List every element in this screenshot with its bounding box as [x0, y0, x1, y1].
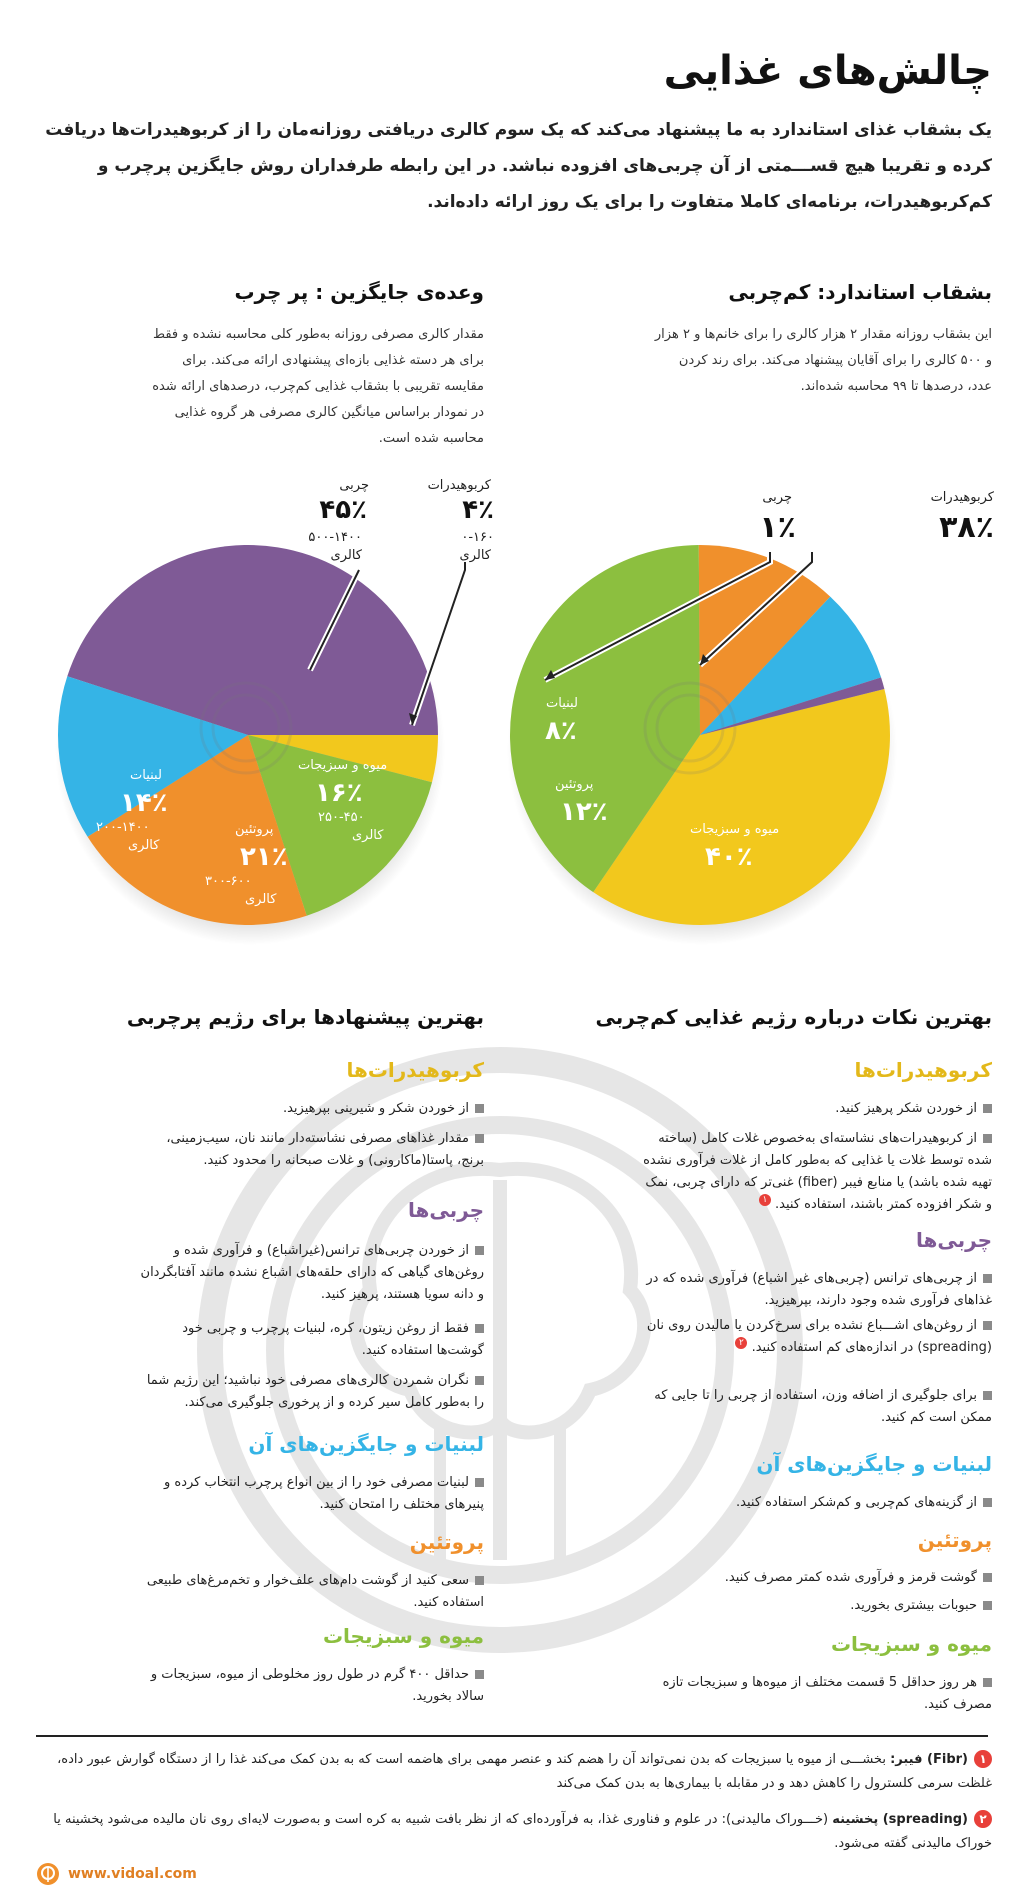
high-dairy-item: لبنیات مصرفی خود را از بین انواع پرچرب انتخاب کرده و پنیرهای مختلف را امتحان کنید.: [163, 1475, 484, 1512]
website-link[interactable]: www.vidoal.com: [68, 1866, 197, 1882]
std-dairy-pct: ۸٪: [545, 716, 577, 746]
brain-logo-icon: [36, 1862, 60, 1886]
high-fat-title: چربی‌ها: [408, 1198, 484, 1222]
low-fat-item: از چربی‌های ترانس (چربی‌های غیر اشباع) فرآوری شده که در غذاهای فرآوری شده وجود دارند، بپرهیزید.: [646, 1271, 992, 1308]
high-protein-item: سعی کنید از گوشت دام‌های علف‌خوار و تخم‌مرغ‌های طبیعی استفاده کنید.: [146, 1573, 484, 1610]
tips-high-heading: بهترین پیشنهادها برای رژیم پرچربی: [126, 1005, 484, 1029]
bullet-icon: [983, 1274, 992, 1283]
alt-protein-pct: ۲۱٪: [240, 842, 288, 872]
bullet-icon: [983, 1601, 992, 1610]
bullet-icon: [475, 1670, 484, 1679]
low-protein-title: پروتئین: [917, 1528, 992, 1552]
low-dairy-title: لبنیات و جایگزین‌های آن: [756, 1452, 992, 1476]
high-carb-item: مقدار غذاهای مصرفی نشاسته‌دار مانند نان، سیب‌زمینی، برنج، پاستا(ماکارونی) و غلات صبحانه را محدود کنید.: [166, 1131, 484, 1168]
bullet-icon: [983, 1104, 992, 1113]
bullet-icon: [983, 1134, 992, 1143]
footnote-number: ۲: [974, 1810, 992, 1828]
high-veg-title: میوه و سبزیجات: [322, 1624, 484, 1648]
tips-low-heading: بهترین نکات درباره رژیم غذایی کم‌چربی: [595, 1005, 992, 1029]
alt-carb-range: ۰-۱۶۰: [461, 530, 494, 545]
alt-dairy-range: ۲۰۰-۱۴۰۰: [96, 820, 150, 835]
std-carb-label: کربوهیدرات: [930, 490, 994, 505]
bullet-icon: [475, 1478, 484, 1487]
bullet-icon: [475, 1134, 484, 1143]
alt-dairy-label: لبنیات: [130, 768, 162, 783]
high-veg-item: حداقل ۴۰۰ گرم در طول روز مخلوطی از میوه، سبزیجات و سالاد بخورید.: [150, 1667, 484, 1704]
footnote-marker: ۲: [735, 1337, 747, 1349]
std-protein-pct: ۱۲٪: [560, 797, 608, 827]
footnote-divider: [36, 1735, 988, 1737]
footnote-marker: ۱: [759, 1194, 771, 1206]
low-dairy-item: از گزینه‌های کم‌چربی و کم‌شکر استفاده کنید.: [642, 1492, 992, 1514]
alt-dairy-pct: ۱۴٪: [120, 788, 168, 818]
alt-carb-pct: ۴٪: [462, 495, 494, 525]
std-fat-label: چربی: [762, 490, 792, 505]
high-fat-item: نگران شمردن کالری‌های مصرفی خود نباشید؛ این رژیم شما را به‌طور کامل سیر کرده و از پرخوری جلوگیری می‌کند.: [146, 1373, 484, 1410]
bullet-icon: [475, 1576, 484, 1585]
alt-dairy-cal: کالری: [128, 838, 160, 853]
low-fat-item: از روغن‌های اشـــباع نشده برای سرخ‌کردن یا مالیدن روی نان (spreading) در اندازه‌های کم استفاده کنید. ۲: [646, 1318, 992, 1355]
low-veg-title: میوه و سبزیجات: [830, 1632, 992, 1656]
alt-fat-pct: ۴۵٪: [319, 495, 367, 525]
high-fat-item: فقط از روغن زیتون، کره، لبنیات پرچرب و چربی خود گوشت‌ها استفاده کنید.: [182, 1321, 484, 1358]
alt-veg-cal: کالری: [352, 828, 384, 843]
std-dairy-label: لبنیات: [546, 696, 578, 711]
low-fat-title: چربی‌ها: [916, 1228, 992, 1252]
bullet-icon: [983, 1573, 992, 1582]
bullet-icon: [475, 1324, 484, 1333]
high-fat-item: از خوردن چربی‌های ترانس(غیراشباع) و فرآوری شده و روغن‌های گیاهی که دارای حلقه‌های اشباع نشده مانند آفتابگردان و دانه سویا هستند، پرهیز کنید.: [140, 1243, 484, 1302]
alt-carb-cal: کالری: [459, 548, 491, 563]
alt-fat-label: چربی: [339, 478, 369, 493]
std-protein-label: پروتئین: [555, 777, 594, 792]
intro-text: یک بشقاب غذای استاندارد به ما پیشنهاد می‌کند که یک سوم کالری دریافتی روزانه‌مان را از کربوهیدرات‌ها دریافت کرده و تقریبا هیچ قســـمتی از آن چربی‌های افزوده نباشد. در این رابطه طرفداران روش جایگزین پرچرب و کم‌کربوهیدرات، برنامه‌ای کاملا متفاوت را برای یک روز ارائه داده‌اند.: [45, 120, 992, 212]
alt-fat-range: ۵۰۰-۱۴۰۰: [308, 530, 362, 545]
alt-veg-range: ۲۵۰-۴۵۰: [318, 810, 365, 825]
footnote-number: ۱: [974, 1750, 992, 1768]
low-protein-item: حبوبات بیشتری بخورید.: [642, 1595, 992, 1617]
bullet-icon: [475, 1376, 484, 1385]
high-protein-title: پروتئین: [409, 1530, 484, 1554]
alt-fat-cal: کالری: [330, 548, 362, 563]
footnote-fiber: ۱(Fibr) فیبر: بخشـــی از میوه یا سبزیجات که بدن نمی‌تواند آن را هضم کند و عنصر مهمی برای هاضمه است که به بدن کمک می‌کند غذا را از دستگاه گوارش عبور داده، غلظت سرمی کلسترول را کاهش دهد و در مقابله با بیماری‌ها به بدن کمک می‌کند: [57, 1752, 992, 1791]
alternative-heading: وعده‌ی جایگزین : پر چرب: [234, 280, 484, 304]
footer-brand[interactable]: [36, 1862, 197, 1886]
alternative-desc: مقدار کالری مصرفی روزانه به‌طور کلی محاسبه نشده و فقط برای هر دسته غذایی بازه‌ای پیشنهادی ارائه می‌کند. برای مقایسه تقریبی با بشقاب غذایی کم‌چرب، درصدهای ارائه شده در نمودار براساس میانگین کالری مصرفی هر گروه غذایی محاسبه شده است.: [152, 327, 484, 446]
plates-chart: [0, 470, 1024, 970]
alt-carb-label: کربوهیدرات: [427, 478, 491, 493]
high-dairy-title: لبنیات و جایگزین‌های آن: [248, 1432, 484, 1456]
std-fat-pct: ۱٪: [759, 510, 796, 545]
std-veg-label: میوه و سبزیجات: [690, 822, 780, 837]
high-carb-item: از خوردن شکر و شیرینی بپرهیزید.: [139, 1098, 484, 1120]
bullet-icon: [983, 1391, 992, 1400]
bullet-icon: [983, 1321, 992, 1330]
bullet-icon: [475, 1246, 484, 1255]
footnote-spreading: ۲(spreading) پخشینه (خـــوراک مالیدنی): در علوم و فناوری غذا، به فرآورده‌ای که از نظر بافت شبیه به کره است و به‌صورت لایه‌ای روی نان مالیده می‌شود پخشینه یا خوراک مالیدنی گفته می‌شود.: [53, 1812, 992, 1851]
standard-heading: بشقاب استاندارد: کم‌چربی: [728, 280, 992, 304]
alt-protein-cal: کالری: [245, 892, 277, 907]
bullet-icon: [983, 1678, 992, 1687]
high-carb-title: کربوهیدرات‌ها: [346, 1058, 484, 1082]
bullet-icon: [983, 1498, 992, 1507]
bullet-icon: [475, 1104, 484, 1113]
standard-desc: این بشقاب روزانه مقدار ۲ هزار کالری را برای خانم‌ها و ۲ هزار و ۵۰۰ کالری را برای آقایان پیشنهاد می‌کند. برای رند کردن عدد، درصدها تا ۹۹ محاسبه شده‌اند.: [654, 327, 992, 394]
std-veg-pct: ۴۰٪: [705, 842, 753, 872]
alt-veg-pct: ۱۶٪: [315, 778, 363, 808]
low-carb-item: از کربوهیدرات‌های نشاسته‌ای به‌خصوص غلات کامل (ساخته شده توسط غلات یا غذایی که به‌طور کامل از غلات فرآوری نشده تهیه شده باشد) یا منابع فیبر (fiber) غنی‌تر که دارای چربی، نمک و شکر افزوده کمتر باشند، استفاده کنید. ۱: [643, 1131, 992, 1212]
alt-veg-label: میوه و سبزیجات: [298, 758, 388, 773]
alt-protein-label: پروتئین: [235, 822, 274, 837]
std-carb-pct: ۳۸٪: [939, 510, 994, 545]
low-carb-item: از خوردن شکر پرهیز کنید.: [642, 1098, 992, 1120]
low-protein-item: گوشت قرمز و فرآوری شده کمتر مصرف کنید.: [642, 1567, 992, 1589]
low-veg-item: هر روز حداقل 5 قسمت مختلف از میوه‌ها و سبزیجات تازه مصرف کنید.: [662, 1675, 992, 1712]
alt-protein-range: ۳۰۰-۶۰۰: [205, 874, 252, 889]
page-title: چالش‌های غذایی: [663, 48, 992, 94]
low-fat-item: برای جلوگیری از اضافه وزن، استفاده از چربی را تا جایی که ممکن است کم کنید.: [654, 1388, 992, 1425]
low-carb-title: کربوهیدرات‌ها: [854, 1058, 992, 1082]
